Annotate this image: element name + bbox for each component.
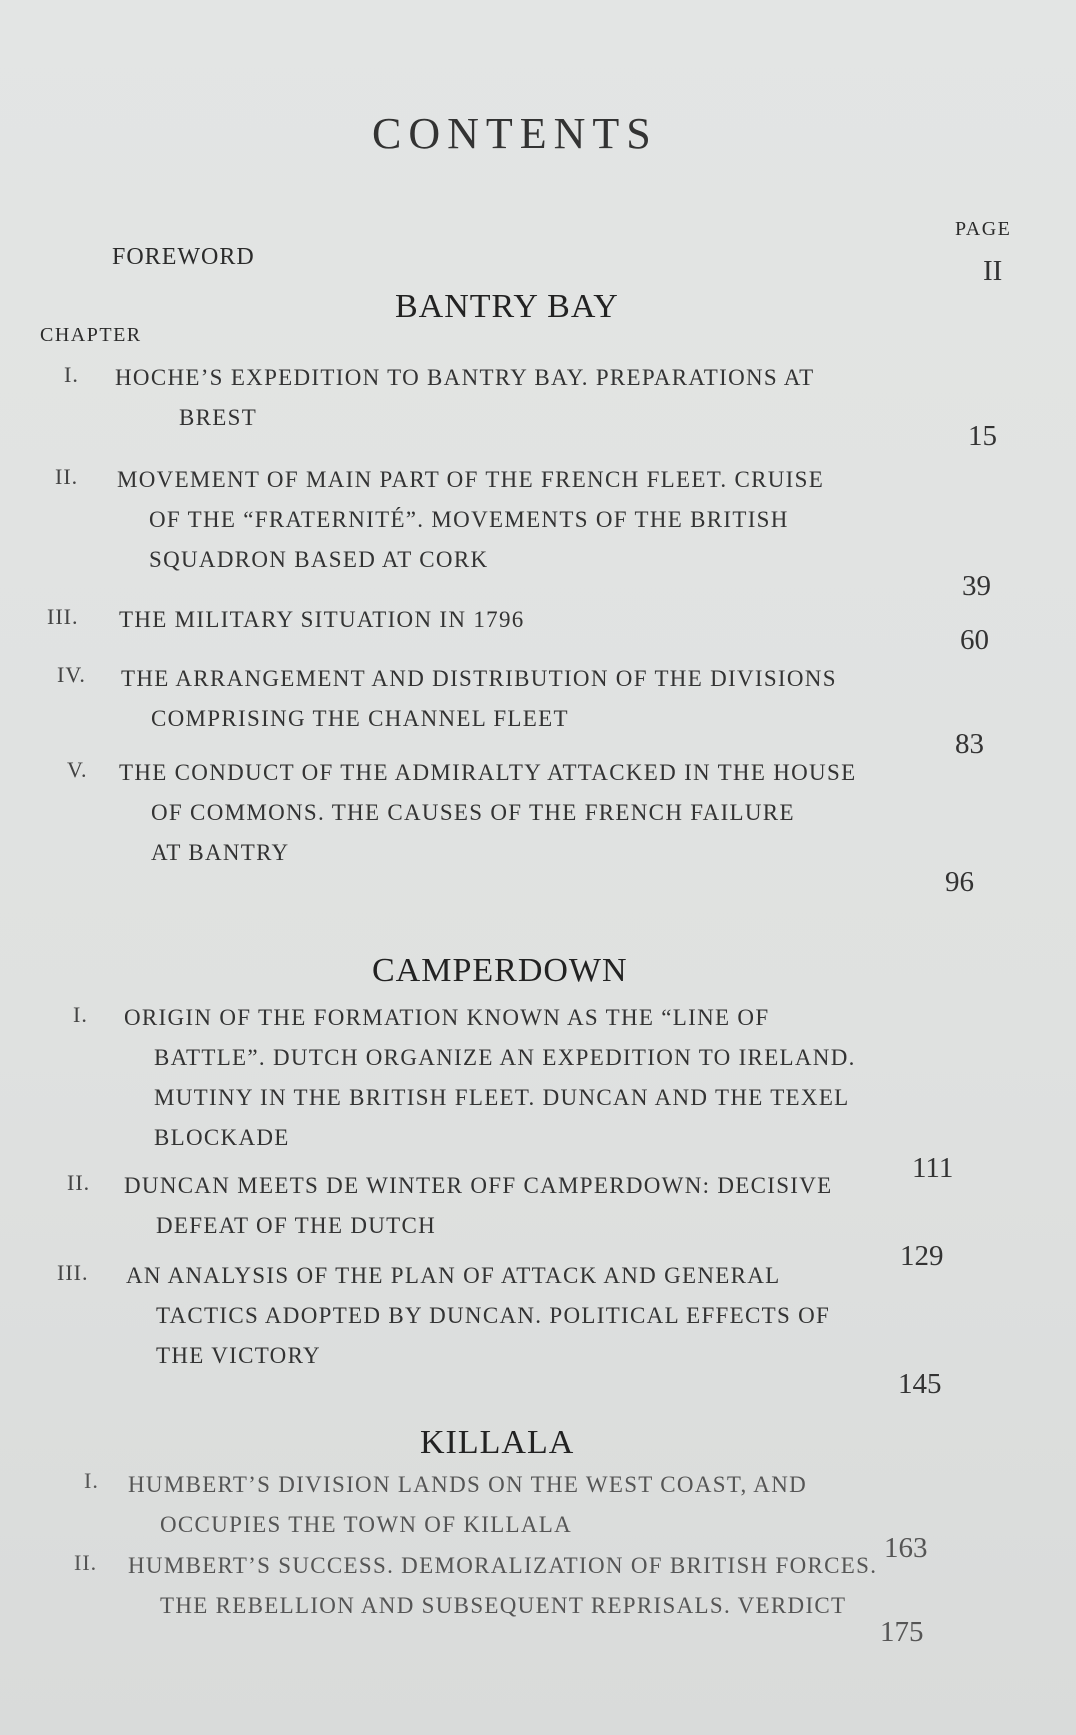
- chapter-number: III.: [47, 604, 79, 629]
- chapter-number: I.: [64, 362, 79, 387]
- entry-page: 145: [898, 1368, 942, 1400]
- entry-page: 15: [968, 420, 997, 452]
- entry-line: HUMBERT’S DIVISION LANDS ON THE WEST COAST, AND: [128, 1472, 808, 1497]
- entry-line: COMPRISING THE CHANNEL FLEET: [151, 706, 569, 731]
- entry-line: OCCUPIES THE TOWN OF KILLALA: [160, 1512, 573, 1537]
- entry-page: 96: [945, 866, 974, 898]
- entry-page: 111: [912, 1152, 954, 1184]
- section-title-bantry-bay: BANTRY BAY: [395, 288, 619, 325]
- entry-line: THE REBELLION AND SUBSEQUENT REPRISALS. VERDICT: [160, 1593, 847, 1618]
- entry-line: THE VICTORY: [156, 1343, 321, 1368]
- entry-line: BLOCKADE: [154, 1125, 290, 1150]
- entry-line: DEFEAT OF THE DUTCH: [156, 1213, 437, 1238]
- chapter-number: II.: [74, 1550, 98, 1575]
- entry-line: AN ANALYSIS OF THE PLAN OF ATTACK AND GENERAL: [126, 1263, 781, 1288]
- entry-line: SQUADRON BASED AT CORK: [149, 547, 489, 572]
- contents-heading: CONTENTS: [372, 109, 658, 158]
- entry-line: BREST: [179, 405, 258, 430]
- chapter-number: I.: [84, 1468, 99, 1493]
- entry-line: OF THE “FRATERNITÉ”. MOVEMENTS OF THE BRITISH: [149, 507, 789, 532]
- section-title-camperdown: CAMPERDOWN: [372, 952, 628, 989]
- entry-line: MUTINY IN THE BRITISH FLEET. DUNCAN AND THE TEXEL: [154, 1085, 850, 1110]
- entry-page: 163: [884, 1532, 928, 1564]
- chapter-number: IV.: [57, 662, 86, 687]
- entry-line: THE CONDUCT OF THE ADMIRALTY ATTACKED IN THE HOUSE: [119, 760, 857, 785]
- entry-line: OF COMMONS. THE CAUSES OF THE FRENCH FAILURE: [151, 800, 795, 825]
- entry-line: ORIGIN OF THE FORMATION KNOWN AS THE “LINE OF: [124, 1005, 770, 1030]
- chapter-number: III.: [57, 1260, 89, 1285]
- section-title-killala: KILLALA: [420, 1424, 575, 1461]
- foreword-page: II: [983, 255, 1003, 287]
- entry-page: 39: [962, 570, 991, 602]
- entry-line: HUMBERT’S SUCCESS. DEMORALIZATION OF BRITISH FORCES.: [128, 1553, 878, 1578]
- entry-line: HOCHE’S EXPEDITION TO BANTRY BAY. PREPARATIONS AT: [115, 365, 815, 390]
- entry-line: BATTLE”. DUTCH ORGANIZE AN EXPEDITION TO IRELAND.: [154, 1045, 856, 1070]
- entry-line: TACTICS ADOPTED BY DUNCAN. POLITICAL EFFECTS OF: [156, 1303, 831, 1328]
- entry-line: THE ARRANGEMENT AND DISTRIBUTION OF THE DIVISIONS: [121, 666, 837, 691]
- chapter-number: II.: [55, 464, 79, 489]
- entry-page: 175: [880, 1616, 924, 1648]
- foreword-label: FOREWORD: [112, 244, 255, 270]
- chapter-number: V.: [67, 757, 88, 782]
- entry-page: 60: [960, 624, 989, 656]
- entry-line: MOVEMENT OF MAIN PART OF THE FRENCH FLEET. CRUISE: [117, 467, 825, 492]
- entry-page: 129: [900, 1240, 944, 1272]
- entry-line: DUNCAN MEETS DE WINTER OFF CAMPERDOWN: DECISIVE: [124, 1173, 833, 1198]
- chapter-number: II.: [67, 1170, 91, 1195]
- chapter-number: I.: [73, 1002, 88, 1027]
- entry-page: 83: [955, 728, 984, 760]
- chapter-label: CHAPTER: [40, 324, 142, 346]
- entry-line: AT BANTRY: [151, 840, 290, 865]
- page-column-label: PAGE: [955, 218, 1012, 240]
- entry-line: THE MILITARY SITUATION IN 1796: [119, 607, 525, 632]
